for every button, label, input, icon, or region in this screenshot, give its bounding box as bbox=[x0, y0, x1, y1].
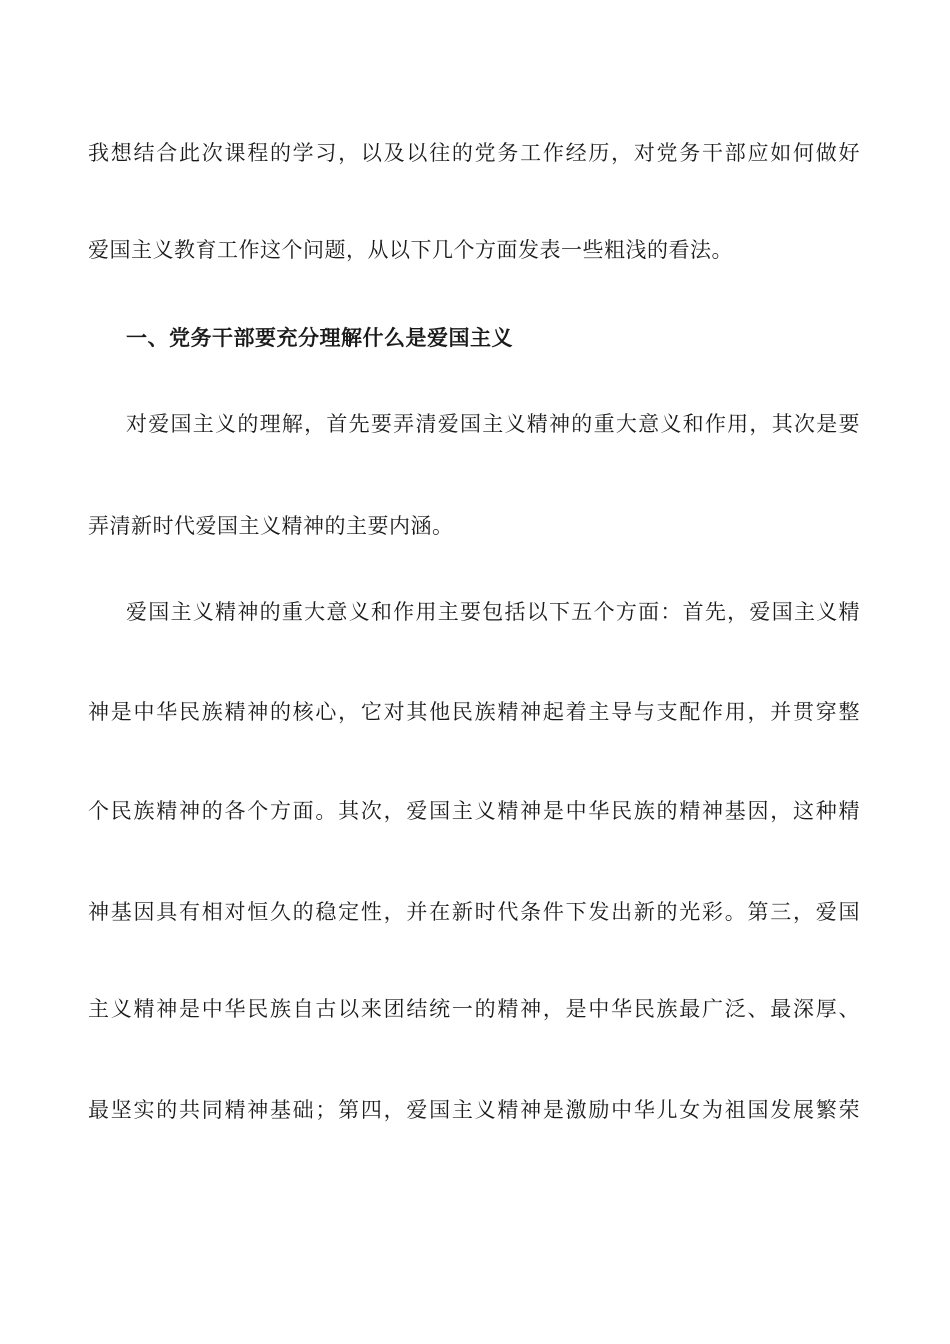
paragraph-line: 对爱国主义的理解，首先要弄清爱国主义精神的重大意义和作用，其次是要 bbox=[126, 412, 860, 436]
paragraph-line: 最坚实的共同精神基础；第四，爱国主义精神是激励中华儿女为祖国发展繁荣 bbox=[88, 1098, 860, 1122]
paragraph-line: 神是中华民族精神的核心，它对其他民族精神起着主导与支配作用，并贯穿整 bbox=[88, 700, 860, 724]
paragraph-line: 爱国主义教育工作这个问题，从以下几个方面发表一些粗浅的看法。 bbox=[88, 238, 733, 262]
paragraph-line: 神基因具有相对恒久的稳定性，并在新时代条件下发出新的光彩。第三，爱国 bbox=[88, 900, 860, 924]
section-heading: 一、党务干部要充分理解什么是爱国主义 bbox=[126, 325, 513, 350]
paragraph-line: 个民族精神的各个方面。其次，爱国主义精神是中华民族的精神基因，这种精 bbox=[88, 799, 860, 823]
paragraph-line: 我想结合此次课程的学习，以及以往的党务工作经历，对党务干部应如何做好 bbox=[88, 141, 860, 165]
paragraph-line: 弄清新时代爱国主义精神的主要内涵。 bbox=[88, 514, 454, 538]
paragraph-line: 爱国主义精神的重大意义和作用主要包括以下五个方面：首先，爱国主义精 bbox=[126, 600, 860, 624]
paragraph-line: 主义精神是中华民族自古以来团结统一的精神，是中华民族最广泛、最深厚、 bbox=[88, 997, 860, 1021]
